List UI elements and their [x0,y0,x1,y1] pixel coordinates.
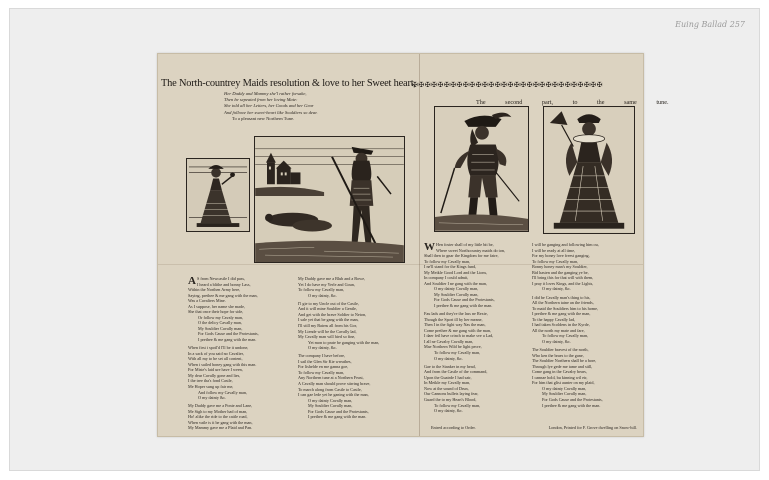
verse-line: My Souldier Cavally man, [198,325,243,331]
verse-line: My Souldier Cavally man, [542,391,587,397]
verse-line: O my dainty, &c. [308,292,337,298]
verse-line: For Miste's laid ure have I ween, [188,367,243,373]
verse-line: In a sack of you said no Cavalier, [188,350,244,356]
verse-line: I did be Cavally man's thing to his, [532,294,591,300]
woodcut-lady-ruff [543,106,635,234]
stanza [298,353,408,420]
verse-line: My Meikle Good Lord and the Lions, [424,269,488,275]
verse-line: I prethee & me gang with the man. [198,337,257,343]
verse-line: And follow my Cavally man, [198,389,247,395]
verse-line: To march along from Castle to Castle, [298,386,362,392]
verse-line: Or follow my Cavaly man, [198,314,244,320]
verse-line: When i sailed boney gang with this man. [188,361,257,367]
verse-line: My Daddy gave me a Ponie and Lane, [188,403,253,409]
verse-line: Our Cannons bullets laying fear, [424,391,479,397]
verse-line: The company I have before, [298,353,346,359]
verse-line: I prethee & me gang with the man, [532,311,591,317]
verse-line: Was a Cavaliers Mine. [188,298,226,304]
verse-line: I ne'll stand for the Kings fund, [424,264,477,270]
verse-line: Then I in the fight way Nas the man, [424,322,486,328]
verse-line: To follow my Cavally man, [532,258,579,264]
verse-line: Ho! alike the ride to the cattle road, [188,414,248,420]
verse-line: Who ken the braes to the gane, [532,352,584,358]
verse-line: Bonny honey man's my Souldier, [532,264,588,270]
verse-line: Yet I do have my Yerle and Goun, [298,281,355,287]
verse-line: Gae to the Stanker in my head, [424,363,476,369]
soldier-figure-icon [435,107,528,231]
subtitle-line: She told all her Letters, her Goods and her Gear [224,103,314,109]
verse-line: O the delicy Cavally man, [198,320,242,326]
verse-line: Now at the sound of Drun, [424,385,469,391]
imprint [431,425,637,430]
verse-line: I prethee & me gang with the man. [542,402,601,408]
verse-line: O my dainty Cavally man, [308,397,353,403]
verse-line: With all my to be set all content, [188,356,243,362]
verse-line: To the happy Cavally lad, [532,316,576,322]
verse-line: I'll bring this for that will with them, [532,275,594,281]
verse-line: To follow my Cavally man, [298,287,345,293]
verse-line: All the Northern taine an the friends, [532,300,594,306]
fleuron-rule: ✠✠✠✠✠✠✠✠✠✠✠✠✠✠✠✠✠✠✠✠✠✠✠✠✠✠✠✠✠✠ [412,81,603,89]
verse-line: Shall then to gnar the Kingdom for me faire, [424,253,499,259]
verse-line: O my dainty, &c. [308,345,337,351]
archive-mount [9,8,760,471]
verse-line: Fau lads and they're the lass ne Rexie, [424,311,488,317]
verse-line: She that once their hope for side, [188,309,244,315]
verse-line: Hen foster shall of my little bit be, [436,242,494,247]
ballad-subtitle [224,91,404,122]
verse-line: As I suppose, her name she made, [188,303,245,309]
verse-column-2 [298,276,408,422]
verse-line: I prethee & me gang with the man. [434,303,493,309]
verse-line: When vaile is it be gang with the man, [188,419,253,425]
second-part-heading: The second part, to the same tune. [476,99,669,106]
stanza [188,345,296,400]
verse-line: To maid the Souldiers him to his home, [532,305,599,311]
verse-line: Within the Northen Army here, [188,287,241,293]
verse-line: I prethee & me gang with the man. [308,414,367,420]
stanza [188,403,296,431]
verse-line: For lishelde en me ganna goe, [298,364,349,370]
verse-line: And it will mine Souldier a Gentle, [298,306,357,312]
verse-line: Through lye gede me tame and still, [532,363,593,369]
verse-line: Guard the to my Heart's Blood, [424,396,477,402]
stanza [188,276,296,343]
verse-line: A Cavally man should prove stirring brave, [298,381,371,387]
verse-line: O my dainty, &c. [434,355,463,361]
lady-figure-icon [187,159,249,231]
verse-line: To follow my Cavally man, [434,402,481,408]
verse-line: For him that glist aunter on my plaid, [532,380,595,386]
verse-line: I sale yet that be gang with the man, [298,317,359,323]
verse-line: To follow my Cavally man, [424,258,471,264]
verse-line: When first i spoil'd I'll be it undone, [188,345,249,351]
tune-line: To a pleasant new Northern Tune. [232,115,295,121]
verse-line: O my dainty Cavally man, [434,286,479,292]
verse-column-4 [532,242,640,411]
subtitle-line: Her Daddy and Mammy she'l rather forsake, [224,91,307,96]
verse-column-1 [188,276,296,434]
verse-line: My Souldier Cavally man, [434,291,479,297]
verse-line: The Souldier bravest of the north, [532,347,589,353]
verse-line: I heard a blithe and bonny Lass, [196,281,251,287]
verse-line: In Meikle my Cavally man, [424,380,471,386]
verse-line: I all ne Cavalry Cavally man, [424,338,474,344]
stanza [532,295,640,345]
verse-line: All the north my mate and fare, [532,327,585,333]
verse-line: I can gae lede yet he ganing with the man, [298,392,369,398]
verse-line: The Souldier Northern shall be a bore, [532,358,597,364]
verse-line: Me Hoper sung up fair me, [188,383,234,389]
verse-line: Upon the Guairde I had sair, [424,374,472,380]
verse-line: For Gods Cause and the Protestants, [542,396,603,402]
broadside-sheet [157,53,669,437]
subtitle-line: And followe her sweet-heart like Souldiers so dear. [224,109,318,115]
verse-line: I pray it loves Kings, and the Lights, [532,280,594,286]
verse-line: I sail the Glen Sir Kie wreathes, [298,358,352,364]
cavalier-scene-icon [255,137,404,262]
verse-line: Come gang in the Cavalry bears, [532,369,587,375]
verse-line: And get with the brave Soldier to Neton, [298,311,367,317]
woodcut-cavalier-scene [254,136,405,263]
verse-line: Any Northern tune at a Northern Feast, [298,375,364,381]
stanza [532,242,640,292]
subtitle-line: Then be sepeated from her loving Mate: [224,97,298,103]
drop-cap: W [424,241,435,253]
ruffed-lady-icon [544,107,634,233]
verse-column-3 [424,242,530,416]
verse-line: I will be ganging and following him ou, [532,242,599,247]
verse-line: For Gods Cause and the Protestants, [434,297,495,303]
verse-line: For my boney love freest ganging, [532,253,590,259]
verse-line: O my dainty, &c. [542,286,571,292]
verse-line: My Liende will be the Cavally lad, [298,328,357,334]
stanza [298,301,408,351]
verse-line: O my dainty, &c. [542,338,571,344]
verse-line: Me Sigh to my Mother had of man, [188,408,248,414]
verse-line: My Cavally man will hied so fine, [298,334,356,340]
verse-line: My Souldier Cavally man, [308,403,353,409]
verse-line: Though the Sport ill by her meane, [424,316,483,322]
verse-line: Mae Northern Wild be light pecre, [424,344,482,350]
stanza [298,276,408,298]
verse-line: O my dainty, &c. [434,408,463,414]
verse-line: I'l gie to my Uncle out of the Castle, [298,300,359,306]
imprint-printer: London, Printed for F. Grove dwelling on Snow-hill. [548,425,637,430]
verse-line: Bid hasten and the ganging ye be, [532,269,589,275]
verse-line: I the tree tha's fond Castle, [188,378,233,384]
verse-line: Yet mon to prate be ganging with the man, [308,339,380,345]
verse-line: Saying, prethee & me gang with the man, [188,292,258,298]
verse-line: To follow my Cavally man, [298,369,345,375]
imprint-license: Entred according to Order. [431,425,476,430]
verse-line: And Souldier I ne gang with the man, [424,280,488,286]
drop-cap: A [188,275,196,287]
verse-line: My Mammy gave me a Plaid and Pan. [188,425,253,431]
verse-line: My Daddy gave me a Blub and a Bowe, [298,276,366,281]
verse-line: For Gods Cause and the Protestants, [308,408,369,414]
center-fold [419,54,420,436]
stanza [424,311,530,361]
verse-line: I will be ready at all time, [532,247,576,253]
shelfmark-label: Euing Ballad 257 [675,20,745,29]
stanza [532,347,640,408]
verse-line: O my dainty &c. [198,395,227,401]
verse-line: I cannae hold, bu kinning wil eir, [532,374,588,380]
woodcut-soldier [434,106,529,232]
woodcut-lady-small [186,158,250,232]
stanza [424,242,530,309]
verse-line: I daer feil have crinch to make sve a Lad, [424,333,494,339]
verse-line: S from Newcastle I did pass, [196,276,246,281]
verse-line: I'll still my Bairns all from his Gor, [298,322,357,328]
verse-line: My dear Cavally gone and lies, [188,372,241,378]
verse-line: And from the Castle of the command, [424,369,488,375]
verse-line: For Gods Cause and the Protestants, [198,331,259,337]
verse-line: O my dainty Cavally man, [542,385,587,391]
verse-line: I had taken Scoldens in the Kyrde, [532,322,590,328]
ballad-title: The North-countrey Maids resolution & love to her Sweet heart, [161,78,416,89]
verse-line: Come prethee & me gang with the man, [424,327,491,333]
verse-line: Where sweet Northcountry maids do ton, [436,247,506,253]
verse-line: To follow my Cavally man, [434,349,481,355]
stanza [424,364,530,414]
verse-line: In company I could admit, [424,275,469,281]
verse-line: To follow my Cavally man, [542,333,589,339]
